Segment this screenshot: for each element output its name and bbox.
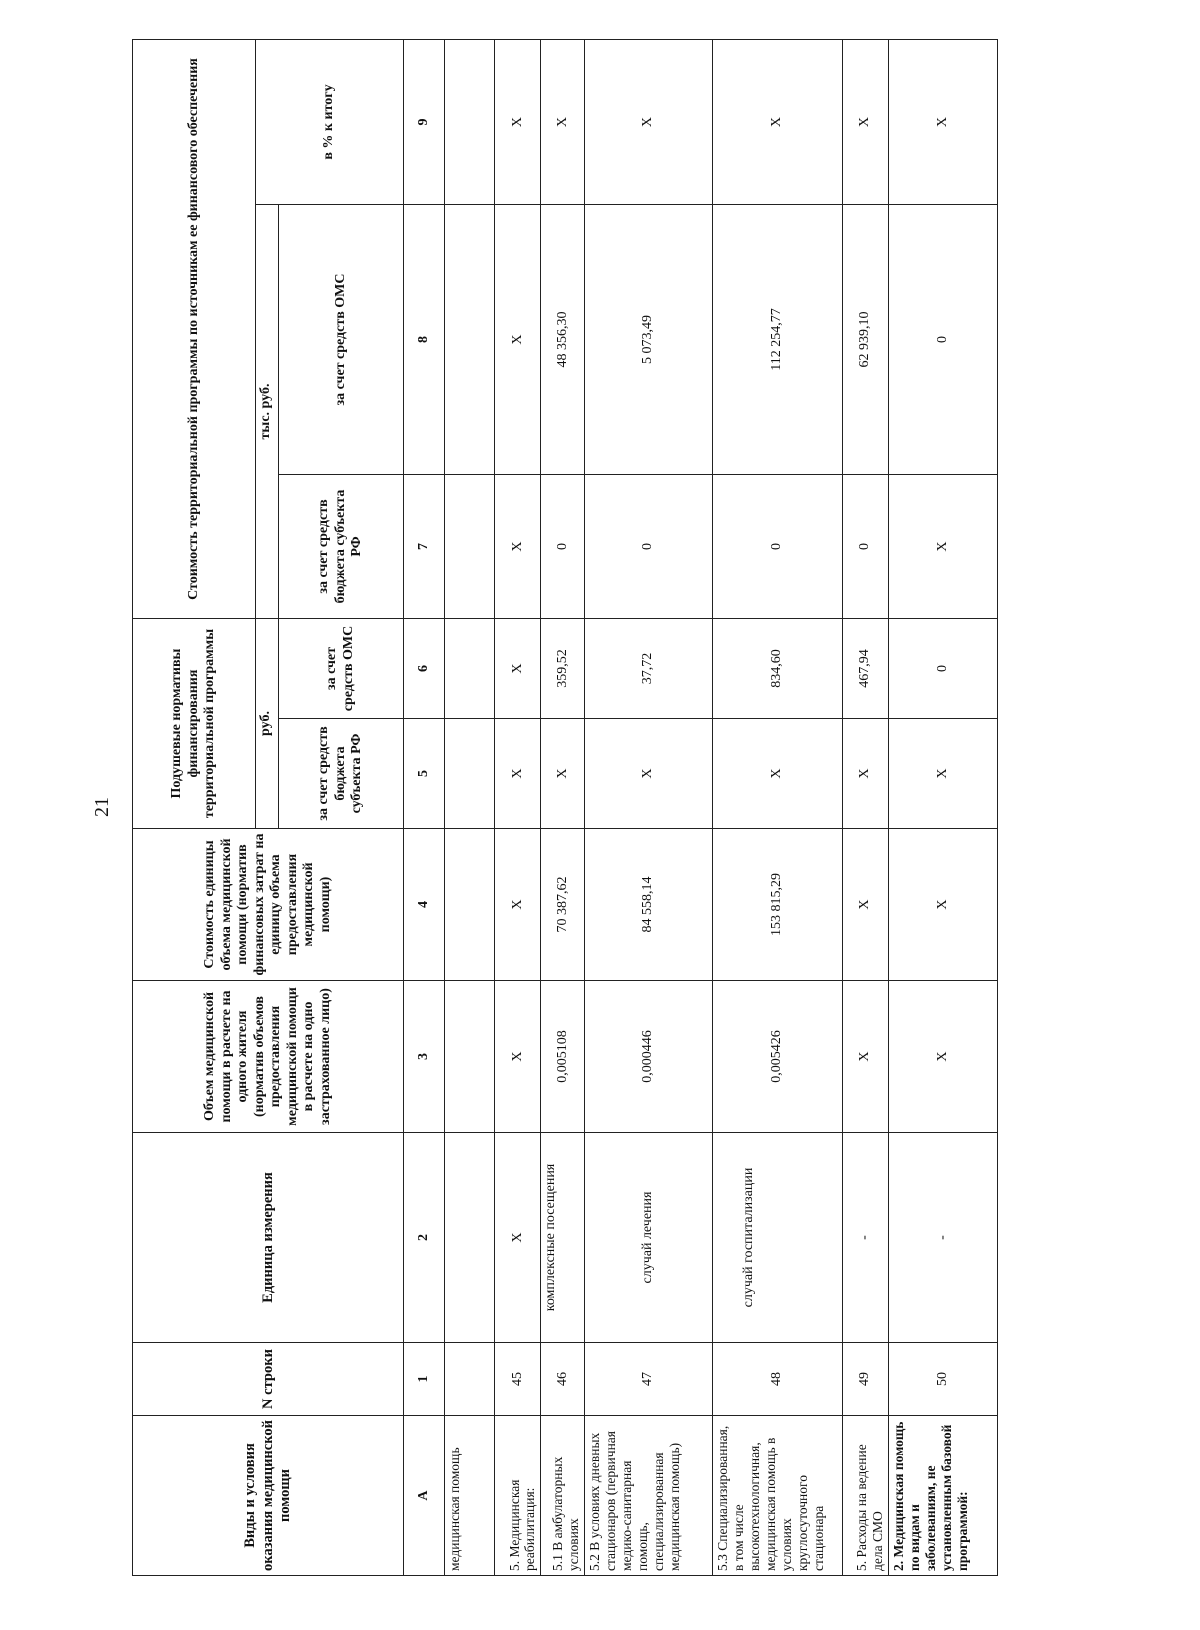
row-unit: случай госпитализации bbox=[713, 1133, 843, 1343]
table-row bbox=[888, 40, 997, 1576]
row-volume: 0,000446 bbox=[585, 981, 713, 1133]
row-pc-oms: 834,60 bbox=[713, 619, 843, 719]
row-pc-budget bbox=[445, 719, 495, 829]
row-total-budget: 0 bbox=[713, 475, 843, 619]
row-total-budget: 0 bbox=[585, 475, 713, 619]
header-oms-thous: за счет средств ОМС bbox=[278, 205, 404, 475]
row-pc-budget: X bbox=[495, 719, 541, 829]
row-unit: - bbox=[888, 1133, 997, 1343]
financing-table bbox=[132, 39, 998, 1576]
table-row bbox=[495, 40, 541, 1576]
row-percent: X bbox=[842, 40, 888, 205]
row-unit: X bbox=[495, 1133, 541, 1343]
row-cost: 153 815,29 bbox=[713, 829, 843, 981]
row-volume: 0,005426 bbox=[713, 981, 843, 1133]
row-number: 48 bbox=[713, 1343, 843, 1416]
table-row bbox=[842, 40, 888, 1576]
row-percent bbox=[445, 40, 495, 205]
row-name: медицинская помощь bbox=[445, 1416, 495, 1576]
row-number: 49 bbox=[842, 1343, 888, 1416]
row-name: 5.2 В условиях дневных стационаров (первичная медико-санитарная помощь, специализированная медицинская помощь) bbox=[585, 1416, 713, 1576]
column-number: 7 bbox=[404, 475, 445, 619]
rotated-table-container bbox=[132, 40, 998, 1576]
row-cost bbox=[445, 829, 495, 981]
row-name: 5.3 Специализированная, в том числе высокотехнологичная, медицинская помощь в условиях круглосуточного стационара bbox=[713, 1416, 843, 1576]
column-number: А bbox=[404, 1416, 445, 1576]
column-number: 2 bbox=[404, 1133, 445, 1343]
header-oms-rub: за счет средств ОМС bbox=[278, 619, 404, 719]
table-row bbox=[713, 40, 843, 1576]
row-percent: X bbox=[888, 40, 997, 205]
row-total-oms: X bbox=[495, 205, 541, 475]
page-number: 21 bbox=[91, 797, 113, 817]
row-name: 5.1 В амбулаторных условиях bbox=[541, 1416, 585, 1576]
table-row bbox=[541, 40, 585, 1576]
column-number-row bbox=[404, 40, 445, 1576]
row-volume: 0,005108 bbox=[541, 981, 585, 1133]
row-total-oms: 0 bbox=[888, 205, 997, 475]
header-rub: руб. bbox=[255, 619, 278, 829]
row-total-budget: 0 bbox=[541, 475, 585, 619]
row-unit: - bbox=[842, 1133, 888, 1343]
row-pc-oms: X bbox=[495, 619, 541, 719]
row-number bbox=[445, 1343, 495, 1416]
row-percent: X bbox=[713, 40, 843, 205]
row-total-oms: 48 356,30 bbox=[541, 205, 585, 475]
row-name: 2. Медицинская помощь по видам и заболеваниям, не установленным базовой программой: bbox=[888, 1416, 997, 1576]
row-cost: 84 558,14 bbox=[585, 829, 713, 981]
row-pc-oms: 37,72 bbox=[585, 619, 713, 719]
header-row-1 bbox=[133, 40, 256, 1576]
row-pc-budget: X bbox=[541, 719, 585, 829]
row-percent: X bbox=[495, 40, 541, 205]
row-unit: комплексные посещения bbox=[541, 1133, 585, 1343]
row-pc-budget: X bbox=[713, 719, 843, 829]
header-row-number: N строки bbox=[133, 1343, 404, 1416]
row-number: 50 bbox=[888, 1343, 997, 1416]
column-number: 1 bbox=[404, 1343, 445, 1416]
header-budget-thous: за счет средств бюджета субъекта РФ bbox=[278, 475, 404, 619]
row-pc-budget: X bbox=[842, 719, 888, 829]
row-total-budget: 0 bbox=[842, 475, 888, 619]
row-volume: X bbox=[888, 981, 997, 1133]
row-pc-budget: X bbox=[585, 719, 713, 829]
row-pc-budget: X bbox=[888, 719, 997, 829]
row-cost: X bbox=[888, 829, 997, 981]
row-cost: X bbox=[842, 829, 888, 981]
table-row bbox=[445, 40, 495, 1576]
row-total-oms: 62 939,10 bbox=[842, 205, 888, 475]
header-per-capita: Подушевые нормативы финансирования территориальной программы bbox=[133, 619, 256, 829]
row-name: 5. Расходы на ведение дела СМО bbox=[842, 1416, 888, 1576]
row-total-oms: 112 254,77 bbox=[713, 205, 843, 475]
row-number: 45 bbox=[495, 1343, 541, 1416]
header-volume: Объем медицинской помощи в расчете на одного жителя (норматив объемов предоставления медицинской помощи в расчете на одно застрахованное лицо) bbox=[133, 981, 404, 1133]
row-total-oms: 5 073,49 bbox=[585, 205, 713, 475]
row-unit: случай лечения bbox=[585, 1133, 713, 1343]
row-pc-oms bbox=[445, 619, 495, 719]
table-row bbox=[585, 40, 713, 1576]
row-total-budget bbox=[445, 475, 495, 619]
row-cost: 70 387,62 bbox=[541, 829, 585, 981]
row-number: 46 bbox=[541, 1343, 585, 1416]
column-number: 8 bbox=[404, 205, 445, 475]
row-name: 5. Медицинская реабилитация: bbox=[495, 1416, 541, 1576]
row-volume: X bbox=[495, 981, 541, 1133]
header-kind: Виды и условия оказания медицинской помощи bbox=[133, 1416, 404, 1576]
row-pc-oms: 467,94 bbox=[842, 619, 888, 719]
column-number: 6 bbox=[404, 619, 445, 719]
row-total-oms bbox=[445, 205, 495, 475]
row-unit bbox=[445, 1133, 495, 1343]
row-cost: X bbox=[495, 829, 541, 981]
header-budget-rub: за счет средств бюджета субъекта РФ bbox=[278, 719, 404, 829]
header-unit: Единица измерения bbox=[133, 1133, 404, 1343]
column-number: 3 bbox=[404, 981, 445, 1133]
row-percent: X bbox=[541, 40, 585, 205]
row-number: 47 bbox=[585, 1343, 713, 1416]
header-unit-cost: Стоимость единицы объема медицинской помощи (норматив финансовых затрат на единицу объема предоставления медицинской помощи) bbox=[133, 829, 404, 981]
row-volume: X bbox=[842, 981, 888, 1133]
column-number: 4 bbox=[404, 829, 445, 981]
column-number: 5 bbox=[404, 719, 445, 829]
row-pc-oms: 359,52 bbox=[541, 619, 585, 719]
row-total-budget: X bbox=[495, 475, 541, 619]
header-thous-rub: тыс. руб. bbox=[255, 205, 278, 619]
column-number: 9 bbox=[404, 40, 445, 205]
header-program-cost: Стоимость территориальной программы по источникам ее финансового обеспечения bbox=[133, 40, 256, 619]
row-pc-oms: 0 bbox=[888, 619, 997, 719]
row-total-budget: X bbox=[888, 475, 997, 619]
header-percent: в % к итогу bbox=[255, 40, 404, 205]
row-volume bbox=[445, 981, 495, 1133]
row-percent: X bbox=[585, 40, 713, 205]
